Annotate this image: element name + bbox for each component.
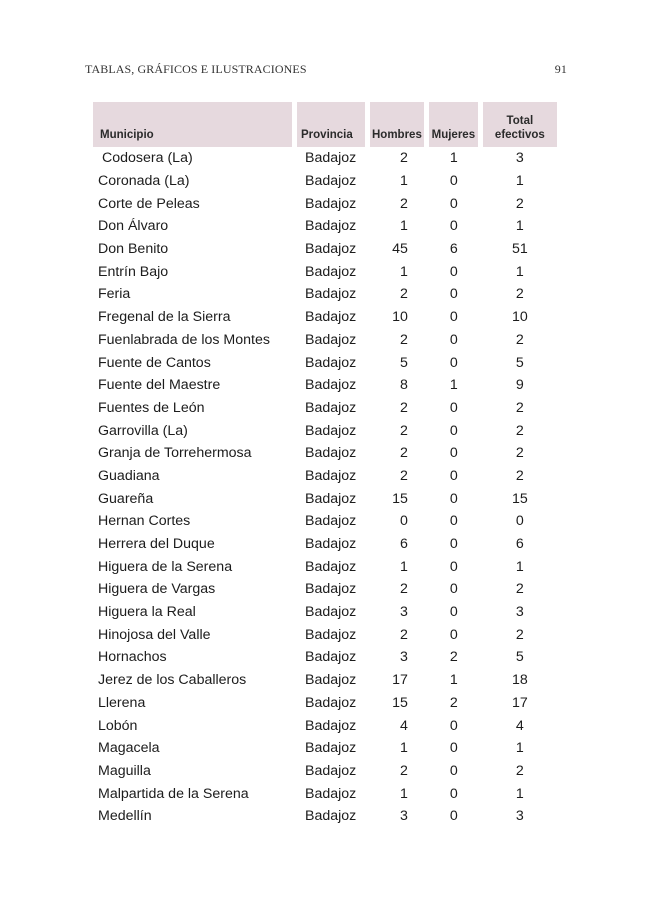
cell-mujeres: 0 <box>449 808 458 825</box>
table-row <box>93 555 557 578</box>
cell-hombres: 0 <box>399 513 408 530</box>
cell-hombres: 2 <box>399 467 408 484</box>
cell-municipio: Feria <box>98 286 131 303</box>
cell-mujeres: 1 <box>449 672 458 689</box>
cell-municipio: Lobón <box>98 717 138 734</box>
page-number: 91 <box>554 62 567 76</box>
cell-municipio: Coronada (La) <box>98 173 190 190</box>
table-row <box>93 737 557 760</box>
table-row <box>93 533 557 556</box>
table-row <box>93 283 557 306</box>
cell-hombres: 2 <box>399 762 408 779</box>
cell-mujeres: 0 <box>449 399 458 416</box>
cell-provincia: Badajoz <box>305 467 357 484</box>
cell-total-efectivos: 1 <box>515 740 524 757</box>
cell-municipio: Granja de Torrehermosa <box>98 445 252 462</box>
table-row <box>93 465 557 488</box>
running-head-title: TABLAS, GRÁFICOS E ILUSTRACIONES <box>85 62 307 76</box>
cell-mujeres: 0 <box>449 762 458 779</box>
cell-provincia: Badajoz <box>305 173 357 190</box>
cell-municipio: Hornachos <box>98 649 167 666</box>
cell-total-efectivos: 1 <box>515 558 524 575</box>
table-row <box>93 170 557 193</box>
cell-provincia: Badajoz <box>305 286 357 303</box>
table-row <box>93 646 557 669</box>
cell-total-efectivos: 1 <box>515 173 524 190</box>
cell-total-efectivos: 2 <box>515 626 524 643</box>
cell-municipio: Hernan Cortes <box>98 513 191 530</box>
cell-provincia: Badajoz <box>305 762 357 779</box>
cell-hombres: 17 <box>392 672 408 689</box>
cell-total-efectivos: 18 <box>511 672 528 689</box>
cell-provincia: Badajoz <box>305 263 357 280</box>
column-header-total-line2: efectivos <box>494 129 545 141</box>
cell-total-efectivos: 2 <box>515 581 524 598</box>
cell-municipio: Entrín Bajo <box>98 263 169 280</box>
cell-mujeres: 0 <box>449 558 458 575</box>
cell-mujeres: 0 <box>449 331 458 348</box>
cell-hombres: 3 <box>399 808 408 825</box>
cell-mujeres: 0 <box>449 785 458 802</box>
cell-hombres: 1 <box>399 263 408 280</box>
table-row <box>93 419 557 442</box>
cell-provincia: Badajoz <box>305 717 357 734</box>
cell-mujeres: 0 <box>449 195 458 212</box>
table-row <box>93 147 557 170</box>
cell-hombres: 3 <box>399 649 408 666</box>
cell-hombres: 3 <box>399 604 408 621</box>
cell-municipio: Fregenal de la Sierra <box>98 309 231 326</box>
cell-mujeres: 2 <box>449 649 458 666</box>
cell-hombres: 1 <box>399 173 408 190</box>
cell-hombres: 4 <box>399 717 408 734</box>
cell-total-efectivos: 3 <box>515 604 524 621</box>
cell-total-efectivos: 51 <box>511 241 528 258</box>
cell-mujeres: 0 <box>449 218 458 235</box>
table-row <box>93 238 557 261</box>
cell-hombres: 5 <box>399 354 408 371</box>
cell-hombres: 45 <box>392 241 408 258</box>
cell-total-efectivos: 2 <box>515 762 524 779</box>
cell-mujeres: 0 <box>449 309 458 326</box>
cell-hombres: 2 <box>399 150 408 167</box>
table-row <box>93 760 557 783</box>
cell-hombres: 2 <box>399 581 408 598</box>
cell-mujeres: 1 <box>449 150 458 167</box>
column-header-total-line1: Total <box>506 115 534 127</box>
cell-mujeres: 2 <box>449 694 458 711</box>
cell-municipio: Fuente del Maestre <box>98 377 221 394</box>
cell-mujeres: 0 <box>449 513 458 530</box>
cell-municipio: Don Álvaro <box>98 218 169 235</box>
cell-municipio: Medellín <box>98 808 152 825</box>
cell-municipio: Higuera de la Serena <box>98 558 233 575</box>
cell-mujeres: 0 <box>449 581 458 598</box>
cell-total-efectivos: 5 <box>515 354 524 371</box>
table-row <box>93 260 557 283</box>
column-header-provincia: Provincia <box>297 102 365 147</box>
cell-hombres: 2 <box>399 399 408 416</box>
cell-mujeres: 0 <box>449 263 458 280</box>
cell-mujeres: 0 <box>449 717 458 734</box>
cell-hombres: 1 <box>399 740 408 757</box>
cell-mujeres: 0 <box>449 626 458 643</box>
cell-municipio: Magacela <box>98 740 160 757</box>
cell-hombres: 2 <box>399 286 408 303</box>
cell-municipio: Fuente de Cantos <box>98 354 211 371</box>
cell-provincia: Badajoz <box>305 150 357 167</box>
cell-mujeres: 0 <box>449 604 458 621</box>
cell-provincia: Badajoz <box>305 377 357 394</box>
cell-hombres: 1 <box>399 785 408 802</box>
cell-mujeres: 1 <box>449 377 458 394</box>
cell-provincia: Badajoz <box>305 672 357 689</box>
cell-provincia: Badajoz <box>305 604 357 621</box>
table-row <box>93 578 557 601</box>
cell-total-efectivos: 2 <box>515 467 524 484</box>
cell-municipio: Llerena <box>98 694 146 711</box>
cell-hombres: 15 <box>392 490 408 507</box>
cell-total-efectivos: 15 <box>511 490 528 507</box>
municipality-table <box>88 102 562 828</box>
cell-provincia: Badajoz <box>305 740 357 757</box>
cell-total-efectivos: 17 <box>511 694 528 711</box>
cell-municipio: Garrovilla (La) <box>98 422 188 439</box>
cell-total-efectivos: 3 <box>515 808 524 825</box>
cell-hombres: 15 <box>392 694 408 711</box>
cell-provincia: Badajoz <box>305 399 357 416</box>
cell-municipio: Higuera la Real <box>98 604 196 621</box>
column-header-hombres: Hombres <box>370 102 424 147</box>
cell-municipio: Don Benito <box>98 241 169 258</box>
cell-provincia: Badajoz <box>305 490 357 507</box>
cell-municipio: Guareña <box>98 490 154 507</box>
cell-mujeres: 0 <box>449 740 458 757</box>
cell-municipio: Corte de Peleas <box>98 195 200 212</box>
table-row <box>93 374 557 397</box>
cell-hombres: 2 <box>399 331 408 348</box>
cell-provincia: Badajoz <box>305 626 357 643</box>
table-row <box>93 306 557 329</box>
table-row <box>93 215 557 238</box>
column-header-total-efectivos <box>483 102 557 147</box>
cell-mujeres: 0 <box>449 536 458 553</box>
cell-mujeres: 0 <box>449 354 458 371</box>
cell-provincia: Badajoz <box>305 581 357 598</box>
cell-mujeres: 6 <box>449 241 458 258</box>
cell-mujeres: 0 <box>449 286 458 303</box>
cell-provincia: Badajoz <box>305 331 357 348</box>
table-row <box>93 442 557 465</box>
cell-mujeres: 0 <box>449 173 458 190</box>
cell-mujeres: 0 <box>449 467 458 484</box>
table-row <box>93 329 557 352</box>
cell-total-efectivos: 2 <box>515 422 524 439</box>
cell-municipio: Herrera del Duque <box>98 536 215 553</box>
cell-municipio: Higuera de Vargas <box>98 581 216 598</box>
cell-mujeres: 0 <box>449 490 458 507</box>
cell-provincia: Badajoz <box>305 785 357 802</box>
cell-total-efectivos: 9 <box>515 377 524 394</box>
table-header <box>93 102 557 147</box>
cell-municipio: Fuenlabrada de los Montes <box>98 331 270 348</box>
table-header-row <box>93 102 557 147</box>
cell-provincia: Badajoz <box>305 649 357 666</box>
table-row <box>93 692 557 715</box>
cell-total-efectivos: 2 <box>515 445 524 462</box>
cell-municipio: Maguilla <box>98 762 151 779</box>
cell-hombres: 1 <box>399 558 408 575</box>
cell-provincia: Badajoz <box>305 536 357 553</box>
cell-mujeres: 0 <box>449 445 458 462</box>
cell-provincia: Badajoz <box>305 195 357 212</box>
cell-municipio: Fuentes de León <box>98 399 205 416</box>
cell-total-efectivos: 2 <box>515 399 524 416</box>
cell-hombres: 2 <box>399 422 408 439</box>
table-row <box>93 487 557 510</box>
cell-provincia: Badajoz <box>305 354 357 371</box>
table-body <box>93 147 557 828</box>
cell-provincia: Badajoz <box>305 558 357 575</box>
table-row <box>93 623 557 646</box>
cell-hombres: 2 <box>399 445 408 462</box>
cell-hombres: 10 <box>392 309 408 326</box>
column-header-municipio: Municipio <box>93 102 292 147</box>
cell-municipio: Malpartida de la Serena <box>98 785 249 802</box>
cell-total-efectivos: 2 <box>515 331 524 348</box>
cell-total-efectivos: 10 <box>511 309 528 326</box>
cell-total-efectivos: 5 <box>515 649 524 666</box>
cell-total-efectivos: 1 <box>515 785 524 802</box>
cell-provincia: Badajoz <box>305 445 357 462</box>
cell-provincia: Badajoz <box>305 694 357 711</box>
cell-mujeres: 0 <box>449 422 458 439</box>
column-header-mujeres: Mujeres <box>429 102 478 147</box>
cell-total-efectivos: 4 <box>515 717 524 734</box>
cell-municipio: Hinojosa del Valle <box>98 626 211 643</box>
cell-provincia: Badajoz <box>305 309 357 326</box>
cell-hombres: 8 <box>399 377 408 394</box>
cell-total-efectivos: 1 <box>515 263 524 280</box>
table-row <box>93 510 557 533</box>
table-row <box>93 397 557 420</box>
cell-provincia: Badajoz <box>305 241 357 258</box>
table-row <box>93 601 557 624</box>
cell-municipio: Codosera (La) <box>102 150 193 167</box>
cell-provincia: Badajoz <box>305 808 357 825</box>
table-row <box>93 351 557 374</box>
cell-total-efectivos: 0 <box>515 513 524 530</box>
cell-total-efectivos: 2 <box>515 286 524 303</box>
cell-hombres: 1 <box>399 218 408 235</box>
cell-total-efectivos: 3 <box>515 150 524 167</box>
cell-provincia: Badajoz <box>305 513 357 530</box>
table-row <box>93 192 557 215</box>
cell-hombres: 6 <box>399 536 408 553</box>
cell-municipio: Jerez de los Caballeros <box>98 672 247 689</box>
cell-provincia: Badajoz <box>305 218 357 235</box>
table-row <box>93 782 557 805</box>
cell-hombres: 2 <box>399 195 408 212</box>
cell-total-efectivos: 1 <box>515 218 524 235</box>
table-row <box>93 669 557 692</box>
table-row <box>93 714 557 737</box>
cell-hombres: 2 <box>399 626 408 643</box>
cell-total-efectivos: 2 <box>515 195 524 212</box>
table-row <box>93 805 557 828</box>
cell-municipio: Guadiana <box>98 467 160 484</box>
cell-provincia: Badajoz <box>305 422 357 439</box>
cell-total-efectivos: 6 <box>515 536 524 553</box>
